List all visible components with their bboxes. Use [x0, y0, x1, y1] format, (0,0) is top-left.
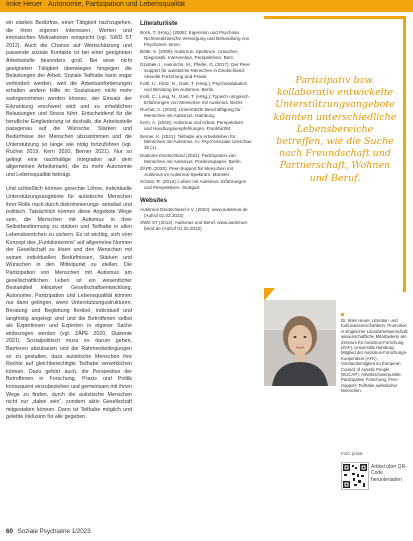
- reference-item: Bock, T. (Hrsg.) (2008): Eigensinn und Psychose. Nichtmedizinische Versorgung und Behandlung von Psychosen. Bonn.: [140, 30, 250, 47]
- websites-heading: Websites: [140, 196, 168, 204]
- reference-item: Bölte, S. (2009): Autismus. Spektrum, Ursachen, Diagnostik, Intervention, Perspektiven. Bern.: [140, 49, 239, 60]
- qr-code[interactable]: [341, 462, 369, 490]
- page-footer: [6, 528, 91, 535]
- pull-quote-text: Partizipativ bzw. kollaborativ entwickelte Unterstützungsangebote könnten unterschiedliche Lebensbereiche betreffen, wie die Suche nach Freundschaft und Partnerschaft, Wohnen und Beruf.: [273, 75, 397, 184]
- websites-list: [140, 207, 252, 232]
- reference-item: Diakonie Deutschland (2021): Partizipation von Menschen mit Autismus. Positionspapier. Berlin.: [140, 152, 242, 164]
- page-number: 60: [6, 528, 13, 535]
- author-portrait-image: [264, 300, 336, 386]
- references-list: [140, 30, 252, 191]
- header-bar: [0, 0, 413, 12]
- references-heading: Literaturliste: [140, 20, 178, 27]
- pull-quote-box: [264, 16, 406, 292]
- body-paragraph: ein starkes Bedürfnis, einer Tätigkeit nachzugehen, die ihren eigenen Interessen, Werten und intrinsischen Motivationen entspricht (vgl. SWD ST 2012). Auch die Chance auf Wertschätzung und passende soziale Kontakte ist bei einer geeigneten Arbeitsstelle besonders groß. Bei einer nicht geeigneten Tätigkeit überwiegen hingegen die Belastungen der Arbeit. Soziale Teilhabe kann sogar verhindert werden, weil die Arbeitsanforderungen erhalten andere Hilfe im Sozialraum nicht mehr wahrgenommen werden können, der Einsatz der Erkrankung erschwert wird und zu erheblichen Belastungen und Stress führt. Entscheidend für die berufliche Eingliederung ist deshalb, die Arbeitsstelle passgenau auf die Wünsche, Stärken und Bedürfnisse der Menschen abzustimmen und die Unterstützung so lange wie nötig fortzuführen (vgl. Ruchet 2019, Kern 2020, Berner 2021). Nur so gelingt eine nachhaltige Integration auf dem allgemeinen Arbeitsmarkt, die zu mehr Autonomie und Lebensqualität beiträgt.: [6, 20, 132, 178]
- references-column: [140, 20, 252, 525]
- article-body: [6, 20, 132, 525]
- website-item[interactable]: SWD ST (2012): Autismus und Beruf. www.autismus-beruf.de (Aufruf 01.02.2022): [140, 219, 249, 231]
- reference-item: Schütz, R. (2016): Leben mit Autismus. Erfahrungen und Perspektiven. Stuttgart.: [140, 178, 247, 190]
- journal-name: Soziale Psychiatrie 1/2023: [17, 528, 91, 535]
- body-paragraph: Und schließlich können gerechte Löhne, individuelle Unterstützungsangebote für autistische Menschen ihrer Rolle nach durch diskriminierungs- sensibel und politisch. Tatsächlich können diese Angebote Wege sein, die Menschen mit Autismus in ihrer Selbstbestimmung zu stärken und Teilhabe in allen Lebensbereichen zu sichern. Es ist wichtig, sich vom Konzept des „Funktionierens“ auf allgemeine Normen der Gesellschaft zu lösen und den Menschen mit seinen individuellen Bedürfnissen, Stärken und Wünschen in den Mittelpunkt zu stellen. Die Partizipation von Menschen mit Autismus am gesellschaftlichen Leben ist ein wesentlicher Bestandteil inklusiver Gesellschaftsentwicklung. Autonomie, Partizipation und Lebensqualität können nur dann gelingen, wenn Unterstützungsstrukturen, Beratung und Begleitung flexibel, individuell und langfristig angelegt sind und die Betroffenen selbst als Expertinnen und Experten in eigener Sache einbezogen werden (vgl. ZÄPE 2020, Diakonie 2021). Sozialpolitisch muss es darum gehen, Barrieren abzubauen und die Rahmenbedingungen so zu gestalten, dass autistische Menschen ihre Rechte auf gleichberechtigte Teilhabe verwirklichen können. Dazu gehört auch, die Perspektive der Betroffenen in Forschung, Praxis und Politik konsequent einzubeziehen und gemeinsam mit ihnen Wege zu finden, durch die autistische Menschen nicht nur „dabei sein“, sondern aktiv Gesellschaft mitgestalten können. Dann ist Teilhabe möglich und gelebte Inklusion für alle gegeben.: [6, 186, 132, 421]
- reference-item: ZÄPE (2020): Peer-Support für Menschen mit Autismus im Autismus-Spektrum. Münster.: [140, 165, 233, 177]
- reference-item: Dziobek, I., Heinrichs, M., Pfeifer, G. (2017): Der Peer-Support für autistische Menschen in Deutschland. Aktuelle Forschung und Praxis.: [140, 62, 252, 79]
- author-photo: [264, 300, 336, 386]
- reference-item: Kohl, C., Klotz, N., Gast, T. (Hrsg.): Psychoedukation und Beratung bei Autismus. Berlin.: [140, 81, 248, 93]
- qr-code-icon: [342, 463, 368, 489]
- reference-item: Ruchet, C. (2019): Unterstützte Beschäftigung für Menschen mit Autismus. Hamburg.: [140, 107, 241, 119]
- reference-item: Kern, A. (2020): Autismus und Arbeit. Perspektiven und Handlungsempfehlungen. Frankfurt/M.: [140, 120, 244, 132]
- qr-caption: Artikel über QR-Code herunterladen: [371, 464, 407, 483]
- running-title: Imke Heuer · Autonomie, Partizipation und Lebensqualität: [6, 1, 185, 8]
- website-item[interactable]: Autismus Deutschland e.V. (2022): www.autismus.de (Aufruf 01.02.2022): [140, 206, 248, 218]
- author-bio: Dr. Imke Heuer, Literatur- und Kulturwissenschaftlerin, Promotion in Englischer Literaturwissenschaft; wissenschaftliche Mitarbeiterin am Zentrum für Autismus-Forschung (ZAF), Universität Hamburg; Mitglied der Autismus-Forschungs-Kooperation (AFK), Vorstandsmitglied im European Council of Autistic People (EUCAP). Arbeitsschwerpunkte: Partizipative Forschung, Peer-Support, Teilhabe autistischer Menschen.: [341, 318, 409, 394]
- photo-credit: Foto: privat: [341, 451, 363, 456]
- reference-item: Kohl, C., Lang, N., Gast, T. (Hrsg.): Typisch untypisch. Erfahrungen von Menschen mit Autismus. Berlin.: [140, 94, 250, 106]
- bio-marker: [341, 313, 344, 316]
- reference-item: Berner, K. (2021): Teilhabe am Arbeitsleben für Menschen mit Autismus. In: Psychosoziale Umschau 36 (1).: [140, 133, 252, 151]
